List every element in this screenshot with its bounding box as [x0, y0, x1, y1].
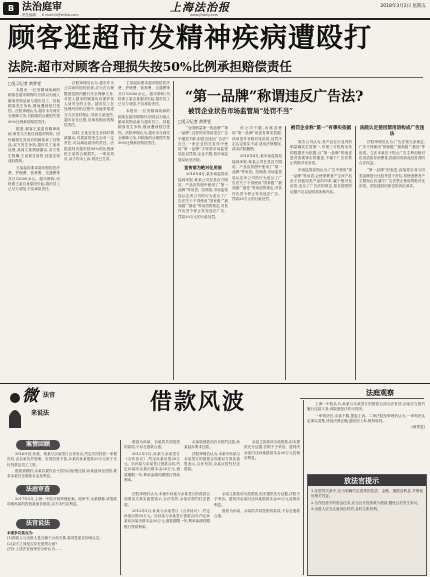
feature-byline: □见习记者 黄霁雯: [178, 119, 212, 124]
section-email: E-mail:fz@shfzb.com: [42, 13, 79, 17]
tip-item: 3.出借人应当注意诉讼时效,及时主张权利。: [311, 506, 381, 511]
lead-headline: 顾客逛超市发精神疾病遭殴打: [8, 23, 372, 54]
mid-paragraph: 借款为孙某、余某的共同投资的款项,不存在借款合意。: [214, 508, 300, 519]
feature-paragraph: “第一品牌”的表述,直接将自身与同类品牌进行比较并居于首位,易使消费者产生错误认识,属于广告法禁止使用的绝对化用语。法院遂驳回原告的诉讼请求。: [359, 168, 425, 189]
brand-right: 法庭观察: [366, 388, 394, 397]
feature-body-col-4: [359, 140, 425, 380]
judge-line: 本案争议焦点为:: [7, 531, 34, 535]
tip-title: 放法官提示: [344, 476, 379, 485]
lead-byline: □见习记者 黄霁雯: [8, 81, 42, 86]
mid-paragraph: 2012年3月,孙某与余某签订《合作协议》,约定孙某出资20万元。后孙某与余某签订借款合同,约定孙某向余某出借本金20万元,借款期限一年,利率参照同期银行贷款利率。: [124, 508, 210, 529]
mid-paragraph: 余某主张款项为投资款,但未提供充分证据,法院不予采信。遂判决余某归还孙某借款本金20万元及相应利息。: [244, 440, 300, 460]
lead-body-col-1: [8, 88, 60, 380]
right-text: [307, 402, 425, 470]
tip-text: [311, 489, 423, 573]
lead-body-col-3: [118, 81, 170, 380]
column-divider: [355, 126, 356, 380]
pill-court-review: 法庭审查: [16, 485, 60, 495]
issue-date: 2018年3月2日 星期五: [380, 4, 426, 9]
feature-paragraph: “全国销量第一的品牌”“第一品牌”,这样的宣传用语在广告中屡见不鲜,但是否违反广告法?近日,一家企业因在宣传中使用“第一品牌”字样被市场监管局处以罚款,企业不服,将市场监管局诉至法院。: [178, 126, 228, 162]
brand-left-big: 微: [22, 386, 39, 405]
mid-text-col-3: [244, 440, 300, 488]
column-divider: [285, 126, 286, 380]
pill-case-review: 案情回顾: [16, 440, 60, 450]
mid-paragraph: 余某收到款项后未按约还款,孙某起诉要求还款。: [184, 440, 240, 450]
mid-paragraph: 2012年3月,孙某与余某签订《合作协议》,约定孙某出资20万元。后孙某与余某签订借款合同,约定孙某向余某出借本金20万元,借款期限一年,利率参照同期银行贷款利率。: [124, 451, 180, 483]
feature-paragraph: 法院审理后认为,广告法第九条规定,广告不得使用“国家级”“最高级”“最佳”等用语。立法本意在于防止广告主利用绝对化用语误导消费者,损害同类商品经营者的合法权益。: [359, 140, 425, 166]
feature-body-col-1: [178, 126, 228, 380]
case-text: [7, 452, 117, 482]
column-divider: [120, 440, 121, 575]
feature-paragraph: 原告公司认为,其产品在行业内的销量确实位居第一,有第三方机构出具的数据作为依据,且“第一品牌”的表述是对客观事实的描述,不属于广告法禁止的绝对化用语。: [290, 140, 352, 166]
lead-body-col-2: [64, 81, 114, 380]
mid-lower-col-2: [214, 492, 300, 574]
feature-subhead: 被罚企业状告市场监管局“处罚不当”: [188, 107, 293, 115]
feature-body-col-3: [290, 140, 352, 380]
pill-judge-says: 法官说法: [16, 519, 60, 529]
feature-paragraph: 2016年4月,某市场监管局接到举报,称某公司在其官方网站、产品宣传册中使用了“第一品牌”等用语。经调查,市场监管局认定该公司的行为违反了广告法关于不得使用“国家级”“最高级”“最佳”等用语的规定,对其作出责令停止发布违法广告、罚款20万元的行政处罚。: [232, 154, 282, 201]
mid-text-col-2: [184, 440, 240, 488]
right-paragraph: 上海一中院认为,孙某与余某签订的借款合同合法有效,余某应当按约履行还款义务,该院遂依法作出判决。: [307, 402, 425, 412]
mid-lower-col-1: [124, 492, 210, 574]
judge-intro: [7, 531, 117, 575]
judge-line: 法官:上述法官庭审后分析认为......: [7, 546, 62, 551]
review-paragraph: 2017年3月,上海一中院开庭审理此案。庭审中,余某辩称,该笔款项系孙某的投资款而非借款,双方未约定利息。: [7, 497, 117, 507]
tip-item: 1.在借贷关系中,应当明确约定借贷的性质、金额、期限及利息,并保留好相关凭证。: [311, 489, 423, 499]
mid-paragraph: 余某主张款项为投资款,但未提供充分证据,法院不予采信。遂判决余某归还孙某借款本金20万元及相应利息。: [214, 492, 300, 507]
section-title: 法治庭审: [22, 2, 62, 13]
judge-line: (1)借款人与出借人是否属于合伙关系,款项性质应如何认定;: [7, 536, 101, 541]
feature-paragraph: 市场监管局则认为,广告中使用“第一品牌”等用语,会使消费者产生该产品优于其他同类产品的印象,属于绝对化用语,违反了广告法的规定,原告提供的证据不足以证明其所称内容。: [290, 168, 352, 194]
feature-paragraph: 2016年4月,某市场监管局接到举报,称某公司在其官方网站、产品宣传册中使用了“第一品牌”等用语。经调查,市场监管局认定该公司的行为违反了广告法关于不得使用“国家级”“最高级”“最佳”等用语的规定,对其作出责令停止发布违法广告、罚款20万元的行政处罚。: [178, 172, 228, 219]
lead-paragraph: 王某起诉要求超市赔偿医疗费、护理费、营养费、交通费等共计12000余元。超市辩称,纠纷系王某自身原因引起,超市员工已尽力劝阻,不应承担责任。: [118, 81, 170, 107]
feature-headline: “第一品牌”称谓违反广告法?: [185, 89, 364, 105]
lead-subhead: 法院:超市对顾客合理损失按50%比例承担赔偿责任: [8, 59, 292, 74]
article-credit: (黄霁雯): [411, 425, 425, 430]
tip-box: [307, 474, 427, 576]
sidebar-left-title: 被罚企业称“第一”有事实依据: [290, 126, 352, 131]
feature-body-col-2: [232, 126, 282, 380]
header-rule: [0, 18, 430, 20]
case-paragraph: 2016年初,孙某、林某与余某签订合作协议,约定共同经营一家餐饮店,由余某负责管理。后因经营不善,余某向孙某借款20万元用于支付货款及员工工资。: [7, 452, 117, 467]
newspaper-masthead: 上海法治报: [170, 1, 230, 14]
column-divider: [303, 400, 304, 575]
mid-text-col-1: [124, 440, 180, 488]
bottom-banner-title: 借款风波: [150, 389, 247, 415]
lead-subhead-rule: [8, 77, 423, 78]
section-editor: 责任编辑: [22, 13, 36, 17]
mid-paragraph: 借款为孙某、余某的共同投资的款项,不存在借款合意。: [124, 440, 180, 450]
column-brand-left: [5, 386, 67, 436]
brand-left-bottom: 来说法: [31, 410, 50, 417]
section-badge: B: [3, 2, 19, 15]
tip-item: 2.合作经营中的资金往来,应当区分投资款与借款,避免日后发生争议。: [311, 500, 421, 505]
page-header: [0, 0, 430, 18]
mid-paragraph: 法院审理后认为,本案中孙某与余某签订的借款合同系双方真实意思表示,合法有效,余某应按约归还借款。: [184, 451, 240, 472]
case-paragraph: 借款到期后,余某以餐饮店亏损为由拒绝还款,孙某遂诉至法院,要求余某归还借款本金及利息。: [7, 468, 117, 479]
mid-paragraph: 法院审理后认为,本案中孙某与余某签订的借款合同系双方真实意思表示,合法有效,余某应按约归还借款。: [124, 492, 210, 507]
right-paragraph: 一审判决后,余某不服,提起上诉。二审法院经审理后认为,一审判决认定事实清楚,适用法律正确,遂驳回上诉,维持原判。: [307, 413, 425, 423]
judge-line: (2)双方之间是否存在借贷合意?: [7, 541, 58, 546]
feature-paragraph: 该公司不服,诉称其使用“第一品牌”用语有事实依据,该用语并非绝对化用语,处罚决定认定事实不清,适用法律错误,请求法院撤销。: [232, 126, 282, 152]
lead-paragraph: 法院审理后认为,超市作为公共场所的经营者,应当在合理限度范围内履行安全保障义务,对进入超市的顾客负有保护其人身安全的义务。超市员工在处理纠纷的过程中,未能采取适当方法及时制止,导致王某受伤,超市存在过错,应承担相应的赔偿责任。: [64, 81, 114, 128]
sidebar-right-title: 法院认定使用禁用语构成广告违法: [359, 126, 425, 137]
brand-right-rule: [300, 398, 424, 399]
review-text: [7, 497, 117, 515]
brand-left-top: 法官: [43, 392, 56, 399]
lead-paragraph: 王某起诉要求超市赔偿医疗费、护理费、营养费、交通费等共计12000余元。超市辩称,纠纷系王某自身原因引起,超市员工已尽力劝阻,不应承担责任。: [8, 166, 60, 192]
feature-section-heading: 宣传语为绝对化用语: [184, 165, 222, 171]
lead-paragraph: 据悉,顾客王某患有精神疾病,事发当天独自到超市购物。因怀疑排在其身后的顾客拿了其物品,双方发生争执,超市员工前来处理,其间王某情绪激动,双方发生推搡,王某被打致伤,经鉴定构成轻微伤。: [8, 127, 60, 163]
lead-paragraph: 同时,王某在发生争执时情绪激动,对损害的发生亦有一定责任,可以减轻超市的责任。法院遂判决超市按50%的比例承担王某的合理损失。一审宣判后,双方均未上诉,判决已生效。: [64, 130, 114, 162]
bottom-section-rule: [0, 383, 430, 384]
website-url: www.jfdaily.com: [190, 13, 219, 17]
lead-paragraph: 本报讯 一位有精神疾病的顾客在超市购物时,因误以为他人偷拿其物品而与超市员工、其他顾客发生争执,继而遭到殴打受伤。法院审理认为,超市未尽到安全保障义务,对顾客的合理损失按50%比例承担赔偿责任。: [8, 88, 60, 124]
lead-paragraph: 本报讯 一位有精神疾病的顾客在超市购物时,因误以为他人偷拿其物品而与超市员工、其他顾客发生争执,继而遭到殴打受伤。法院审理认为,超市未尽到安全保障义务,对顾客的合理损失按50%比例承担赔偿责任。: [118, 109, 170, 146]
column-divider: [173, 81, 174, 380]
